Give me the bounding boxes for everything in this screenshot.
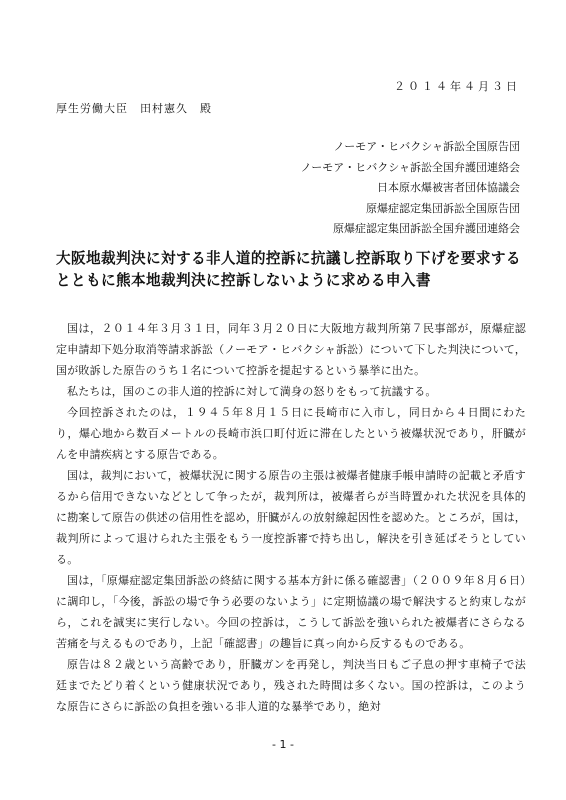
title-line: 大阪地裁判決に対する非人道的控訴に抗議し控訴取り下げを要求する (56, 250, 521, 267)
addressee: 厚生労働大臣 田村憲久 殿 (56, 102, 212, 115)
sender-item: 日本原水爆被害者団体協議会 (377, 181, 520, 194)
sender-item: ノーモア・ヒバクシャ訴訟全国弁護団連絡会 (300, 160, 520, 174)
body-paragraph: 原告は８２歳という高齢であり，肝臓ガンを再発し，判決当日もご子息の押す車椅子で法廷までたどり着くという健康状況であり，残された時間は多くない。国の控訴は，このような原告にさらに訴訟の負担を強いる非人道的な暴挙であり，絶対 (56, 658, 526, 713)
sender-list (220, 137, 520, 240)
sender-item: 原爆症認定集団訴訟全国原告団 (366, 201, 520, 215)
body-paragraph: 今回控訴されたのは，１９４５年８月１５日に長崎市に入市し，同日から４日間にわたり，爆心地から数百メートルの長崎市浜口町付近に滞在したという被爆状況であり，肝臓がんを申請疾病とする原告である。 (56, 406, 526, 461)
document-date: ２０１４年４月３日 (394, 80, 520, 93)
page-number: - 1 - (272, 738, 294, 751)
body-paragraph: 国は，「原爆症認定集団訴訟の終結に関する基本方針に係る確認書」（２００９年８月６日）に調印し，「今後，訴訟の場で争う必要のないよう」に定期協議の場で解決すると約束しながら，これを誠実に実行しない。今回の控訴は，こうして訴訟を強いられた被爆者にさらなる苦痛を与えるものであり，上記「確認書」の趣旨に真っ向から反するものである。 (56, 574, 526, 650)
sender-item: 原爆症認定集団訴訟全国弁護団連絡会 (333, 222, 520, 235)
sender-item: ノーモア・ヒバクシャ訴訟全国原告団 (333, 140, 520, 153)
body-paragraph: 国は，２０１４年３月３１日，同年３月２０日に大阪地方裁判所第７民事部が，原爆症認定申請却下処分取消等請求訴訟（ノーモア・ヒバクシャ訴訟）について下した判決について，国が敗訴した原告のうち１名について控訴を提起するという暴挙に出た。 (56, 322, 526, 377)
title-line: とともに熊本地裁判決に控訴しないように求める申入書 (56, 272, 431, 289)
document-title (56, 248, 526, 292)
body-paragraph: 私たちは，国のこの非人道的控訴に対して満身の怒りをもって抗議する。 (67, 385, 437, 398)
document-body (56, 318, 526, 717)
body-paragraph: 国は，裁判において，被爆状況に関する原告の主張は被爆者健康手帳申請時の記載と矛盾するから信用できないなどとして争ったが，裁判所は，被爆者らが当時置かれた状況を具体的に勘案して原告の供述の信用性を認め，肝臓がんの放射線起因性を認めた。ところが，国は，裁判所によって退けられた主張をもう一度控訴審で持ち出し，解決を引き延ばそうとしている。 (56, 469, 526, 566)
